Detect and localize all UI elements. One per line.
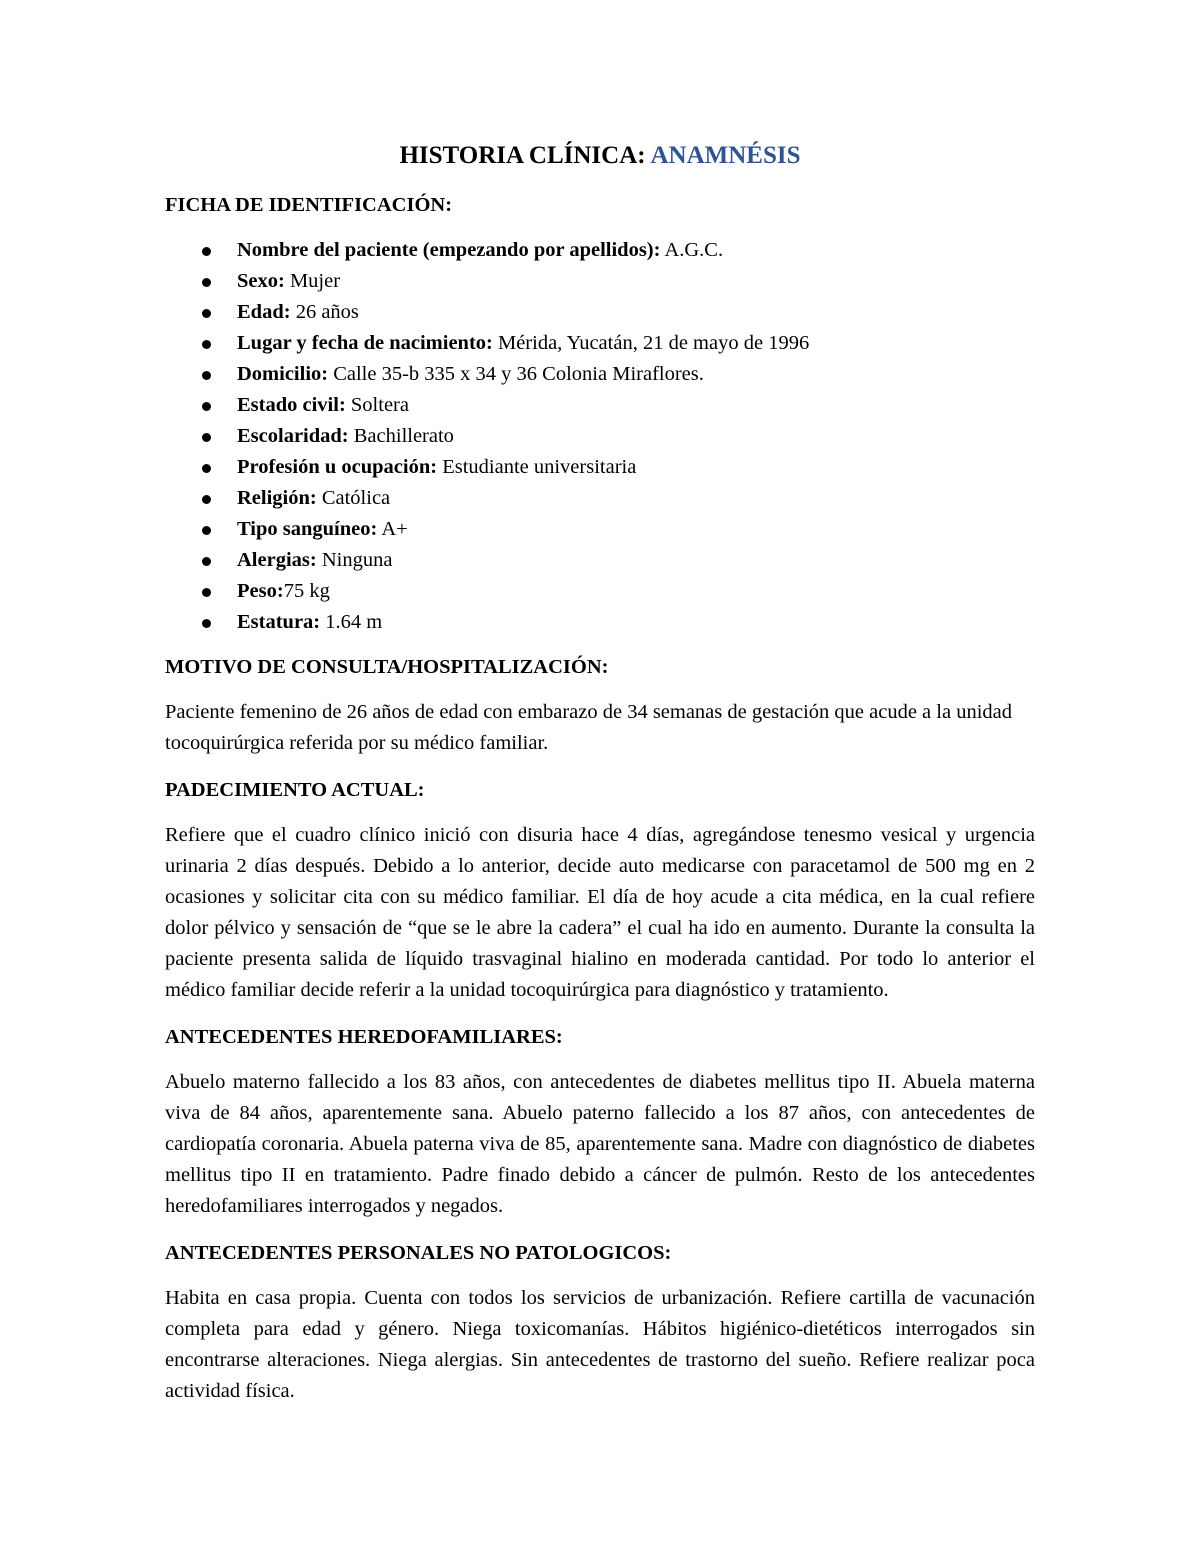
list-item [165,266,1035,297]
list-item [165,421,1035,452]
bullet-icon [202,526,211,535]
field-label: Estatura: [237,611,321,633]
bullet-icon [202,464,211,473]
field-value: Mérida, Yucatán, 21 de mayo de 1996 [492,332,810,354]
section-heading-no-patologicos: ANTECEDENTES PERSONALES NO PATOLOGICOS: [165,1242,672,1264]
list-item [165,390,1035,421]
field-label: Sexo: [237,270,285,292]
list-item [165,545,1035,576]
bullet-icon [202,402,211,411]
padecimiento-paragraph: Refiere que el cuadro clínico inició con disuria hace 4 días, agregándose tenesmo vesical y urgencia urinaria 2 días después. Debido a lo anterior, decide auto medicarse con paracetamol de 500 mg en 2 ocasiones y solicitar cita con su médico familiar. El día de hoy acude a cita médica, en la cual refiere dolor pélvico y sensación de “que se le abre la cadera” el cual ha ido en aumento. Durante la consulta la paciente presenta salida de líquido trasvaginal hialino en moderada cantidad. Por todo lo anterior el médico familiar decide referir a la unidad tocoquirúrgica para diagnóstico y tratamiento. [165,824,1035,1001]
list-item [165,483,1035,514]
field-label: Escolaridad: [237,425,349,447]
bullet-icon [202,371,211,380]
bullet-icon [202,340,211,349]
list-item [165,576,1035,607]
heredofamiliares-paragraph: Abuelo materno fallecido a los 83 años, con antecedentes de diabetes mellitus tipo II. Abuela materna viva de 84 años, aparentemente sana. Abuelo paterno fallecido a los 87 años, con antecedentes de cardiopatía coronaria. Abuela paterna viva de 85, aparentemente sana. Madre con diagnóstico de diabetes mellitus tipo II en tratamiento. Padre finado debido a cáncer de pulmón. Resto de los antecedentes heredofamiliares interrogados y negados. [165,1071,1035,1217]
field-label: Peso: [237,580,284,602]
list-item [165,514,1035,545]
field-value: A+ [377,518,408,540]
document-page [165,138,1035,1423]
field-label: Profesión u ocupación: [237,456,438,478]
field-value: Ninguna [316,549,393,571]
list-item [165,452,1035,483]
bullet-icon [202,247,211,256]
field-value: Católica [316,487,391,509]
list-item [165,359,1035,390]
identification-list [165,235,1035,638]
field-value: Soltera [345,394,409,416]
list-item [165,328,1035,359]
field-value: Estudiante universitaria [437,456,637,478]
field-value: Bachillerato [348,425,454,447]
document-title [165,138,1035,174]
field-label: Nombre del paciente (empezando por apellidos): [237,239,661,261]
field-value: 75 kg [283,580,330,602]
list-item [165,297,1035,328]
field-value: 26 años [290,301,359,323]
field-label: Alergias: [237,549,317,571]
no-patologicos-paragraph: Habita en casa propia. Cuenta con todos los servicios de urbanización. Refiere cartilla de vacunación completa para edad y género. Niega toxicomanías. Hábitos higiénico-dietéticos interrogados sin encontrarse alteraciones. Niega alergias. Sin antecedentes de trastorno del sueño. Refiere realizar poca actividad física. [165,1287,1035,1402]
title-accent: ANAMNÉSIS [650,142,801,169]
bullet-icon [202,309,211,318]
field-label: Lugar y fecha de nacimiento: [237,332,493,354]
section-heading-motivo: MOTIVO DE CONSULTA/HOSPITALIZACIÓN: [165,656,609,678]
bullet-icon [202,495,211,504]
field-label: Religión: [237,487,317,509]
bullet-icon [202,433,211,442]
bullet-icon [202,278,211,287]
list-item [165,607,1035,638]
field-value: A.G.C. [660,239,724,261]
bullet-icon [202,557,211,566]
field-value: Calle 35-b 335 x 34 y 36 Colonia Miraflores. [328,363,704,385]
field-label: Tipo sanguíneo: [237,518,378,540]
field-value: Mujer [284,270,341,292]
section-heading-heredofamiliares: ANTECEDENTES HEREDOFAMILIARES: [165,1026,563,1048]
field-label: Domicilio: [237,363,329,385]
bullet-icon [202,588,211,597]
section-heading-ficha: FICHA DE IDENTIFICACIÓN: [165,194,453,216]
title-prefix: HISTORIA CLÍNICA: [399,142,651,169]
bullet-icon [202,619,211,628]
list-item [165,235,1035,266]
field-value: 1.64 m [320,611,383,633]
section-heading-padecimiento: PADECIMIENTO ACTUAL: [165,779,425,801]
motivo-paragraph: Paciente femenino de 26 años de edad con embarazo de 34 semanas de gestación que acude a la unidad tocoquirúrgica referida por su médico familiar. [165,701,1012,754]
field-label: Estado civil: [237,394,346,416]
field-label: Edad: [237,301,291,323]
